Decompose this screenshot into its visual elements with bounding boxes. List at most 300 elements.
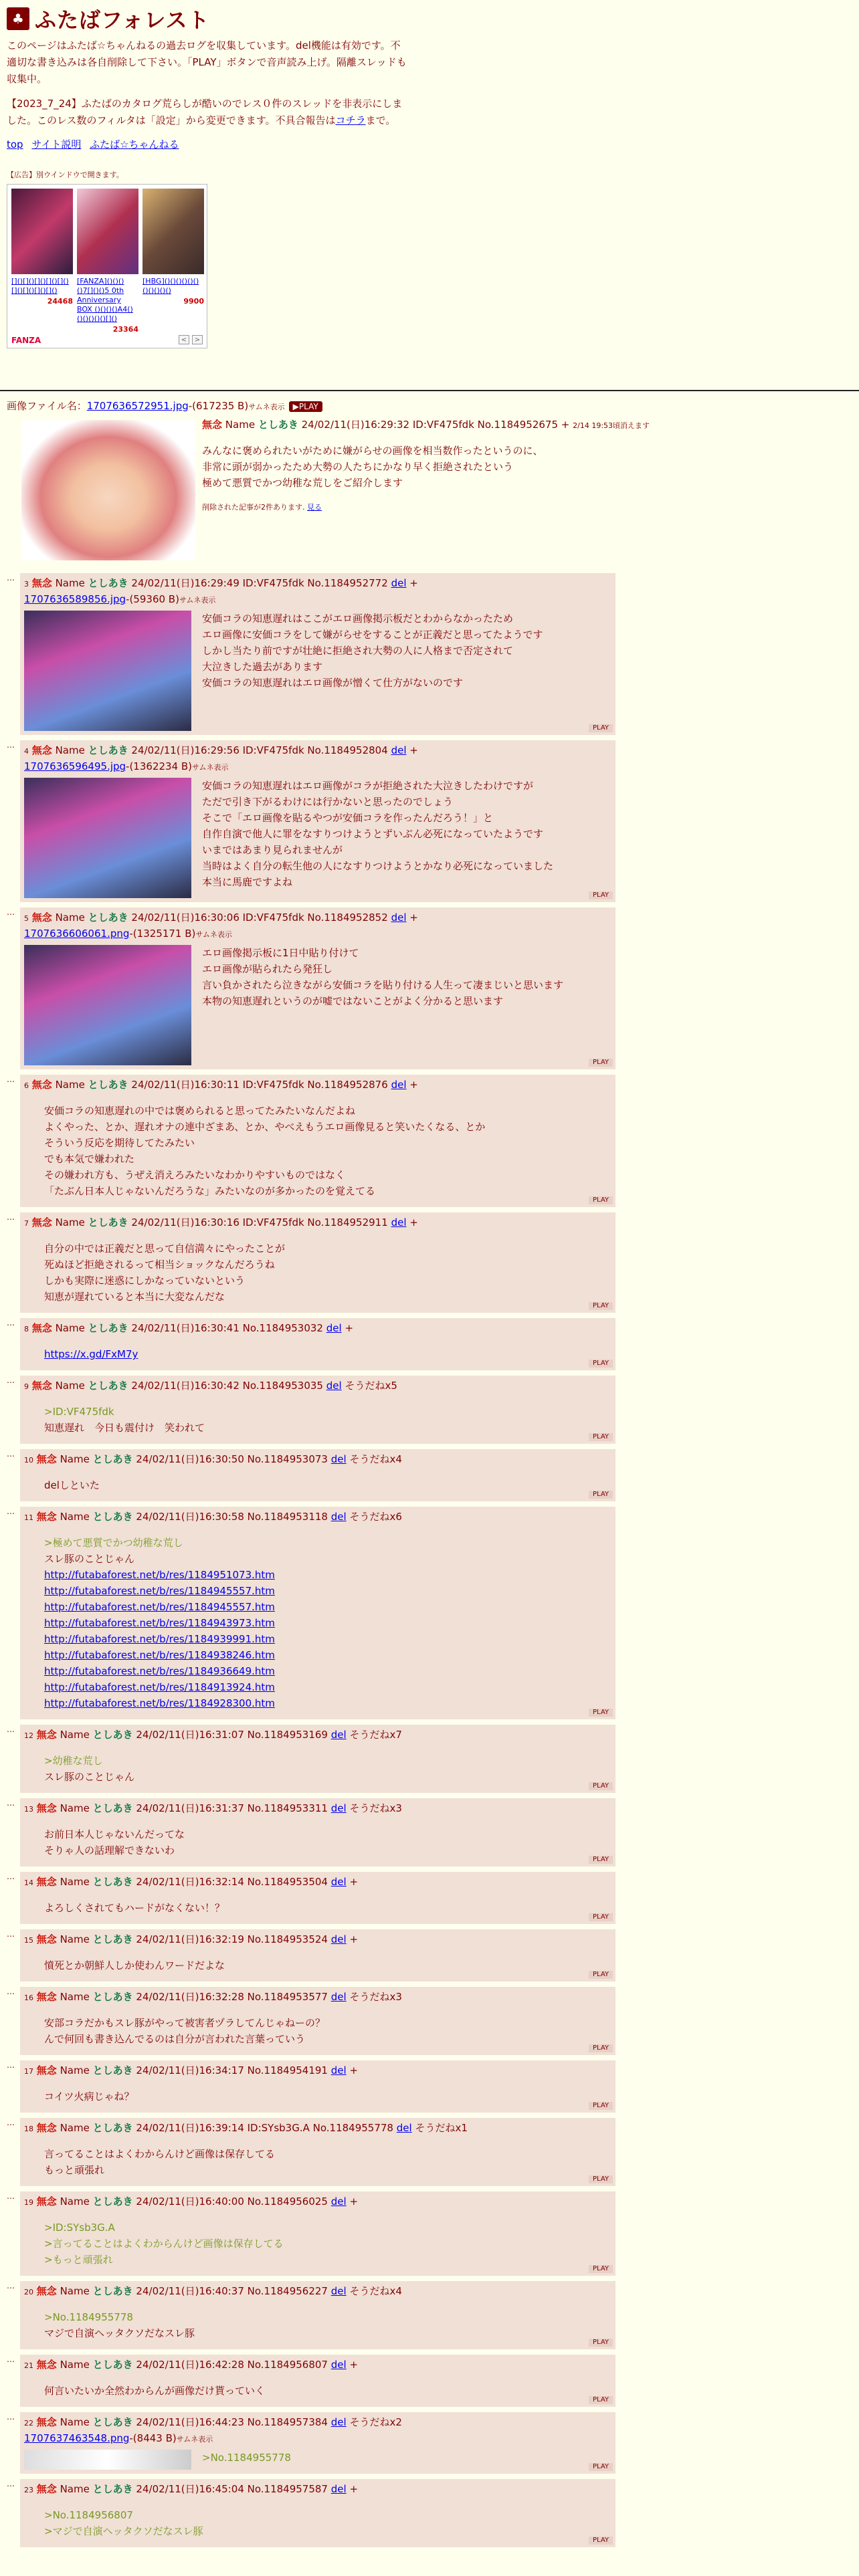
del-link[interactable]: del [391,577,407,589]
response-name: としあき [92,2483,133,2495]
del-link[interactable]: del [330,2285,347,2297]
response-date: 24/02/11(日)16:44:23 No.1184957384 [136,2416,328,2428]
response-body [202,945,563,1065]
response-number: 12 [24,1731,33,1740]
plus-button[interactable]: + [409,1216,418,1228]
response-dots: … [7,2412,15,2422]
response-link[interactable]: http://futabaforest.net/b/res/1184943973.htm [44,1617,275,1629]
text-line: エロ画像が貼られたら発狂し [202,963,333,975]
name-label: Name [55,1322,85,1334]
link-row [44,1695,611,1711]
play-button[interactable]: PLAY [589,2339,613,2347]
link-row [44,1567,611,1583]
response [7,1798,615,1866]
quote-line: >幼稚な荒し [44,1755,103,1767]
text-line: 安価コラの知恵遅れはここがエロ画像掲示板だとわからなかったため [202,613,514,625]
link-row [44,1346,611,1362]
response-image-row [24,778,611,898]
response-name: としあき [88,577,128,589]
play-button[interactable]: PLAY [589,891,613,899]
sodane-button[interactable]: そうだねx7 [349,1729,402,1741]
response-number: 19 [24,2198,33,2207]
response-box [20,740,615,902]
response [7,2355,615,2407]
op-file-line: 画像ファイル名：1707636572951.jpg-(617235 B)サムネ表示 ▶PLAY [7,399,852,415]
response-image-row [24,2450,611,2470]
plus-button[interactable]: + [409,911,418,924]
response [7,1987,615,2055]
response-header [24,2415,611,2431]
link-row [44,1631,611,1647]
response-title: 無念 [36,2064,57,2076]
play-button[interactable]: PLAY [589,1491,613,1499]
play-button[interactable]: PLAY [589,1433,613,1441]
response-dots: … [7,1212,15,1222]
plus-button[interactable]: + [409,577,418,589]
play-button[interactable]: PLAY [589,1302,613,1310]
response-title: 無念 [31,911,52,924]
del-link[interactable]: del [326,1380,342,1392]
response [7,1872,615,1924]
nav-link-futaba[interactable]: ふたば☆ちゃんねる [90,138,179,150]
text-line: コイツ火病じゃね？ [44,2090,134,2103]
intro [7,37,408,129]
quote-line: >No.1184955778 [202,2452,291,2464]
response-dots: … [7,1929,15,1939]
tree-logo-icon: ♣ [7,7,29,30]
response [7,1507,615,1719]
ad-note: 【広告】別ウインドウで開きます。 [7,171,124,179]
plus-button[interactable]: + [349,1933,359,1945]
op-header: 無念 Name としあき 24/02/11(日)16:29:32 ID:VF475fdk No.1184952675 + 2/14 19:53頃消えます [202,419,650,431]
op-plus[interactable]: + [561,419,570,431]
bug-report-link[interactable]: コチラ [335,114,366,126]
response-link[interactable]: http://futabaforest.net/b/res/1184928300.htm [44,1697,275,1709]
del-link[interactable]: del [330,2064,347,2076]
response-box [20,2060,615,2113]
response-title: 無念 [36,1729,57,1741]
del-link[interactable]: del [330,1729,347,1741]
response [7,2060,615,2113]
file-meta: -(1325171 B) [129,928,196,940]
play-button[interactable]: PLAY [589,2265,613,2273]
response [7,2118,615,2186]
ad-caption[interactable]: [HBG]()()()()()()()()()()() [142,277,199,295]
response-link[interactable]: https://x.gd/FxM7y [44,1348,138,1360]
text-line: スレ豚のことじゃん [44,1553,135,1565]
del-link[interactable]: del [391,1216,407,1228]
text-line: 言い負かされたら泣きながら安価コラを貼り付ける人生って凄まじいと思います [202,979,564,991]
response-date: 24/02/11(日)16:45:04 No.1184957587 [136,2483,328,2495]
play-button[interactable]: PLAY [589,2396,613,2404]
text-line: delしといた [44,1479,100,1491]
response-box [20,2355,615,2407]
response-date: 24/02/11(日)16:31:37 No.1184953311 [136,1802,328,1814]
response-title: 無念 [36,1511,57,1523]
play-button[interactable]: PLAY [589,1782,613,1790]
response-name: としあき [88,911,128,924]
response-link[interactable]: http://futabaforest.net/b/res/1184945557.htm [44,1601,275,1613]
sodane-button[interactable]: そうだねx3 [349,1991,402,2003]
response-body [202,611,543,731]
sodane-button[interactable]: そうだねx3 [349,1802,402,1814]
response-image-row [24,945,611,1065]
ad-caption[interactable]: [FANZA]()()()()7[]()()5 0th Anniversary BOX ()()()()A4()()()()()()[]() [77,277,133,323]
del-link[interactable]: del [330,1511,347,1523]
response-name: としあき [92,1876,133,1888]
response-dots: … [7,573,15,582]
response-date: 24/02/11(日)16:30:06 ID:VF475fdk No.1184952852 [131,911,388,924]
response-body [44,1241,611,1305]
response-thumbnail[interactable] [24,945,191,1065]
text-line: 本当に馬鹿ですよね [202,876,293,888]
response-number: 3 [24,580,29,588]
text-line: 言ってることはよくわからんけど画像は保存してる [44,2148,276,2160]
name-label: Name [60,2416,90,2428]
response-date: 24/02/11(日)16:32:14 No.1184953504 [136,1876,328,1888]
plus-button[interactable]: + [349,2483,359,2495]
divider [0,390,859,391]
response-number: 13 [24,1805,33,1814]
response-date: 24/02/11(日)16:34:17 No.1184954191 [136,2064,328,2076]
file-line [24,2431,611,2447]
response-number: 18 [24,2125,33,2133]
response-title: 無念 [31,744,52,756]
name-label: Name [55,911,85,924]
ad-item[interactable] [77,189,138,334]
text-line: エロ画像掲示板に1日中貼り付けて [202,947,359,959]
text-line: お前日本人じゃないんだってな [44,1828,185,1840]
response-header [24,2482,611,2498]
plus-button[interactable]: + [409,744,418,756]
response [7,907,615,1069]
response-date: 24/02/11(日)16:31:07 No.1184953169 [136,1729,328,1741]
plus-button[interactable]: + [345,1322,354,1334]
response-body [44,2309,611,2341]
response-thumbnail[interactable] [24,2450,191,2470]
text-line: 知恵遅れ 今日も震付け 笑われて [44,1422,205,1434]
link-row [44,1615,611,1631]
play-button[interactable]: PLAY [589,1059,613,1067]
play-button[interactable]: PLAY [589,2102,613,2110]
response-name: としあき [88,1322,128,1334]
op-expiry: 2/14 19:53頃消えます [573,421,650,430]
text-line: そりゃ人の話理解できないわ [44,1844,175,1856]
del-link[interactable]: del [330,1876,347,1888]
response-header [24,2063,611,2079]
file-line [24,759,611,775]
del-link[interactable]: del [330,1933,347,1945]
name-label: Name [60,2122,90,2134]
response-title: 無念 [36,1876,57,1888]
text-line: 安部コラだかもスレ豚がやって被害者ヅラしてんじゃねーの？ [44,2017,326,2029]
quote-line: >言ってることはよくわからんけど画像は保存してる [44,2238,284,2250]
response-body [44,2507,611,2539]
text-line: 知恵が遅れていると本当に大変なんだな [44,1291,225,1303]
response-dots: … [7,1872,15,1881]
name-label: Name [55,1380,85,1392]
response-body [202,2450,291,2470]
response [7,573,615,735]
response-header [24,2121,611,2137]
thumb-note: サムネ表示 [195,930,232,939]
name-label: Name [55,744,85,756]
response-box [20,1872,615,1924]
response-title: 無念 [31,577,52,589]
response-name: としあき [92,1991,133,2003]
op-file-link[interactable]: 1707636572951.jpg [86,400,189,412]
del-link[interactable]: del [326,1322,342,1334]
text-line: マジで自演ヘッタクソだなスレ豚 [44,2327,195,2339]
link-row [44,1679,611,1695]
response-body [44,2383,611,2399]
response-header [24,1874,611,1891]
text-line: もっと頑張れ [44,2164,105,2176]
del-link[interactable]: del [330,2195,347,2208]
response-box [20,1212,615,1313]
response-box [20,2281,615,2349]
ad-item[interactable] [11,189,73,306]
text-line: 安価コラの知恵遅れはエロ画像が憎くて仕方がないのです [202,677,464,689]
response-date: 24/02/11(日)16:30:16 ID:VF475fdk No.1184952911 [131,1216,388,1228]
response [7,1376,615,1444]
response-number: 7 [24,1219,29,1228]
ad-image[interactable] [142,189,204,274]
text-line: 自分の中では正義だと思って自信満々にやったことが [44,1243,286,1255]
response-date: 24/02/11(日)16:30:11 ID:VF475fdk No.1184952876 [131,1079,388,1091]
text-line: その嫌われ方も、うぜえ消えろみたいなわかりやすいものではなく [44,1169,346,1181]
response-body [44,2015,611,2047]
name-label: Name [60,1876,90,1888]
response-box [20,1075,615,1207]
link-row [44,1647,611,1663]
response-name: としあき [92,2416,133,2428]
response-number: 8 [24,1325,29,1333]
del-link[interactable]: del [330,1453,347,1465]
ad-next-button[interactable]: > [192,335,203,344]
del-link[interactable]: del [330,1802,347,1814]
response-number: 21 [24,2361,33,2370]
plus-button[interactable]: + [349,2359,359,2371]
response-title: 無念 [31,1380,52,1392]
text-line: 憤死とか朝鮮人しか使わんワードだよな [44,1959,225,1971]
file-link[interactable]: 1707636589856.jpg [24,593,126,605]
op-play-button[interactable]: ▶PLAY [289,401,322,412]
response-name: としあき [92,2122,133,2134]
plus-button[interactable]: + [409,1079,418,1091]
text-line: いまではあまり見られませんが [202,844,343,856]
deleted-show-link[interactable]: 見る [307,503,322,512]
text-line: 安価コラの知恵遅れはエロ画像がコラが拒絶された大泣きしたわけですが [202,780,534,792]
nav-links [7,137,852,152]
response-name: としあき [88,1380,128,1392]
sodane-button[interactable]: そうだねx6 [349,1511,402,1523]
response-header [24,1990,611,2006]
responses [7,573,615,2553]
name-label: Name [60,1729,90,1741]
ad-box [7,184,207,348]
site-logo[interactable] [7,5,852,32]
sodane-button[interactable]: そうだねx4 [349,1453,402,1465]
response-header [24,2357,611,2373]
text-line: 自作自演で他人に罪をなすりつけようとずいぶん必死になっていたようです [202,828,544,840]
del-link[interactable]: del [330,2483,347,2495]
response-box [20,573,615,735]
response-title: 無念 [36,2285,57,2297]
sodane-button[interactable]: そうだねx1 [415,2122,468,2134]
sodane-button[interactable]: そうだねx4 [349,2285,402,2297]
response-title: 無念 [36,1453,57,1465]
response-link[interactable]: http://futabaforest.net/b/res/1184936649.htm [44,1665,275,1677]
text-line: エロ画像に安価コラをして嫌がらせをすることが正義だと思ってたようです [202,629,543,641]
op-post [7,399,852,512]
text-line: 何言いたいか全然わからんが画像だけ貰っていく [44,2385,266,2397]
response-number: 6 [24,1081,29,1090]
ad-image[interactable] [11,189,73,274]
response-link[interactable]: http://futabaforest.net/b/res/1184939991.htm [44,1633,275,1645]
response-number: 5 [24,914,29,923]
response-title: 無念 [36,1933,57,1945]
response-header [24,743,611,759]
name-label: Name [60,1511,90,1523]
file-link[interactable]: 1707636606061.png [24,928,130,940]
ad-image[interactable] [77,189,138,274]
play-button[interactable]: PLAY [589,2537,613,2545]
ad-prev-button[interactable]: < [179,335,189,344]
del-link[interactable]: del [396,2122,412,2134]
response-header [24,1378,611,1394]
response-box [20,2412,615,2474]
response-body [44,1900,611,1916]
response-title: 無念 [36,2483,57,2495]
response-number: 15 [24,1936,33,1945]
play-button[interactable]: PLAY [589,1913,613,1921]
response-number: 10 [24,1456,33,1465]
response-dots: … [7,2355,15,2364]
response-number: 17 [24,2067,33,2076]
play-button[interactable]: PLAY [589,1360,613,1368]
response-link[interactable]: http://futabaforest.net/b/res/1184945557.htm [44,1585,275,1597]
response-box [20,1507,615,1719]
plus-button[interactable]: + [349,1876,359,1888]
name-label: Name [60,1453,90,1465]
text-line: よくやった、とか、遅れオナの連中ざまあ、とか、やべえもうエロ画像見ると笑いたくなる、とか [44,1121,486,1133]
sodane-button[interactable]: そうだねx5 [345,1380,397,1392]
play-button[interactable]: PLAY [589,2044,613,2052]
text-line: しかも実際に迷惑にしかなっていないという [44,1275,246,1287]
play-button[interactable]: PLAY [589,1196,613,1204]
play-button[interactable]: PLAY [589,2463,613,2471]
response-thumbnail[interactable] [24,611,191,731]
name-label: Name [60,1933,90,1945]
thumb-note: サムネ表示 [179,596,216,605]
response [7,2479,615,2547]
response-body [44,2220,611,2268]
response-link[interactable]: http://futabaforest.net/b/res/1184938246.htm [44,1649,275,1661]
ad-price: 23364 [112,325,138,334]
response-header [24,2284,611,2300]
response-title: 無念 [36,2122,57,2134]
play-button[interactable]: PLAY [589,1971,613,1979]
file-link[interactable]: 1707636596495.jpg [24,760,126,772]
op-text: みんなに褒められたいがために嫌がらせの画像を相当数作ったというのに、 非常に頭が弱かったため大勢の人たちにかなり早く拒絶されたという 極めて悪質でかつ幼稚な荒しをご紹介します [202,445,543,489]
response-title: 無念 [36,2195,57,2208]
play-button[interactable]: PLAY [589,1709,613,1717]
del-link[interactable]: del [330,2416,347,2428]
name-label: Name [55,577,85,589]
response-header [24,1509,611,1525]
del-link[interactable]: del [330,1991,347,2003]
response-header [24,1801,611,1817]
nav-link-about[interactable]: サイト説明 [31,138,82,150]
file-meta: -(8443 B) [129,2432,177,2444]
op-image[interactable] [21,420,195,560]
response-name: としあき [92,2064,133,2076]
response-link[interactable]: http://futabaforest.net/b/res/1184913924.htm [44,1681,275,1693]
response-number: 11 [24,1513,33,1522]
response-body [202,778,553,898]
response [7,1212,615,1313]
response-name: としあき [92,1729,133,1741]
text-line: 安価コラの知恵遅れの中では褒められると思ってたみたいなんだよね [44,1105,356,1117]
response-header [24,1452,611,1468]
response-header [24,1077,611,1093]
response-name: としあき [88,1079,128,1091]
del-link[interactable]: del [391,911,407,924]
response-box [20,1318,615,1370]
nav-link-top[interactable]: top [7,138,23,150]
ad-item[interactable] [142,189,204,306]
play-button[interactable]: PLAY [589,2175,613,2183]
response-thumbnail[interactable] [24,778,191,898]
response-date: 24/02/11(日)16:30:41 No.1184953032 [131,1322,323,1334]
plus-button[interactable]: + [349,2195,359,2208]
sodane-button[interactable]: そうだねx2 [349,2416,402,2428]
text-line: よろしくされてもハードがなくない！？ [44,1902,225,1914]
quote-line: >No.1184955778 [44,2311,133,2323]
response-name: としあき [92,2285,133,2297]
response-date: 24/02/11(日)16:30:42 No.1184953035 [131,1380,323,1392]
response-number: 23 [24,2486,33,2494]
ad-caption[interactable]: []()[]()[]()[]()[]()[]()[]()[]()[]() [11,277,69,295]
del-link[interactable]: del [391,1079,407,1091]
del-link[interactable]: del [391,744,407,756]
ad-nav [179,335,203,344]
response-header [24,576,611,592]
thumb-note: サムネ表示 [192,763,229,772]
response-title: 無念 [36,1991,57,2003]
response-title: 無念 [36,2416,57,2428]
file-link[interactable]: 1707637463548.png [24,2432,130,2444]
quote-line: >No.1184956807 [44,2509,133,2521]
response-header [24,1727,611,1743]
response-link[interactable]: http://futabaforest.net/b/res/1184951073.htm [44,1569,275,1581]
play-button[interactable]: PLAY [589,1856,613,1864]
text-line: そういう反応を期待してたみたい [44,1137,195,1149]
response-number: 20 [24,2288,33,2296]
response [7,2281,615,2349]
header [0,0,859,348]
response-body [44,1753,611,1785]
text-line: 当時はよく自分の転生他の人になすりつけようとかなり必死になっていました [202,860,554,872]
response-box [20,907,615,1069]
site-title: ふたばフォレスト [35,7,210,33]
del-link[interactable]: del [330,2359,347,2371]
plus-button[interactable]: + [349,2064,359,2076]
response-name: としあき [88,744,128,756]
text-line: 死ぬほど拒絶されるって相当ショックなんだろうね [44,1259,275,1271]
play-button[interactable]: PLAY [589,724,613,732]
